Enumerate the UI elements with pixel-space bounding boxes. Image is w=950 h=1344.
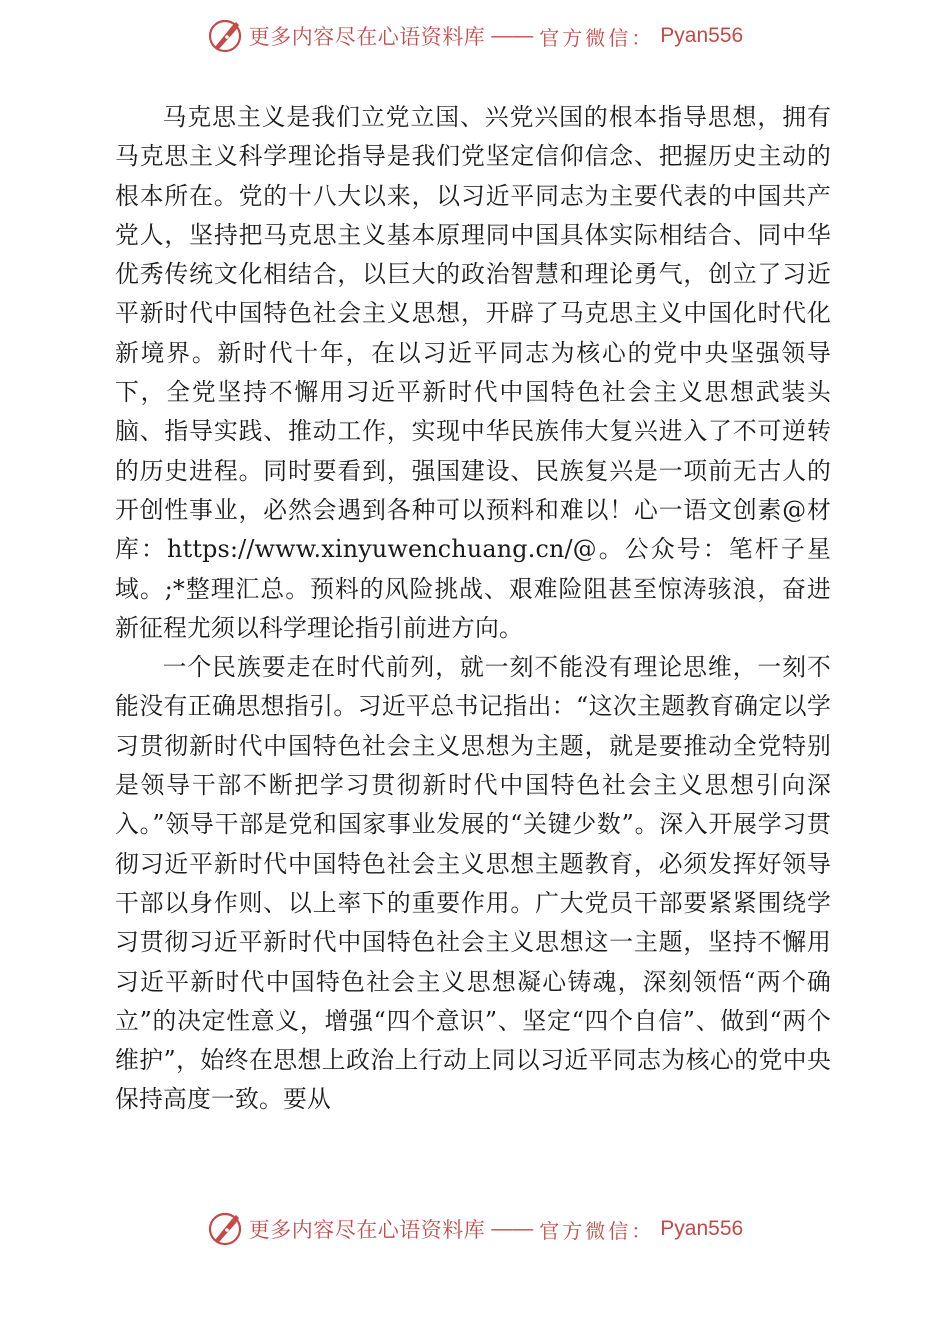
paragraph-2: 一个民族要走在时代前列，就一刻不能没有理论思维，一刻不能没有正确思想指引。习近平总书记指出：“这次主题教育确定以学习贯彻新时代中国特色社会主义思想为主题，就是要推动全党特别是领导干部不断把学习贯彻新时代中国特色社会主义思想引向深入。”领导干部是党和国家事业发展的“关键少数”。深入开展学习贯彻习近平新时代中国特色社会主义思想主题教育，必须发挥好领导干部以身作则、以上率下的重要作用。广大党员干部要紧紧围绕学习贯彻习近平新时代中国特色社会主义思想这一主题，坚持不懈用习近平新时代中国特色社会主义思想凝心铸魂，深刻领悟“两个确立”的决定性意义，增强“四个意识”、坚定“四个自信”、做到“两个维护”，始终在思想上政治上行动上同以习近平同志为核心的党中央保持高度一致。要从 [115, 653, 831, 1114]
banner-separator: —— [491, 24, 534, 47]
paragraph-1 [115, 98, 831, 648]
footer-banner[interactable] [0, 1207, 950, 1251]
paragraph-1-main: 马克思主义是我们立党立国、兴党兴国的根本指导思想，拥有马克思主义科学理论指导是我们党坚定信仰信念、把握历史主动的根本所在。党的十八大以来，以习近平同志为主要代表的中国共产党人，坚持把马克思主义基本原理同中国具体实际相结合、同中华优秀传统文化相结合，以巨大的政治智慧和理论勇气，创立了习近平新时代中国特色社会主义思想，开辟了马克思主义中国化时代化新境界。新时代十年，在以习近平同志为核心的党中央坚强领导下，全党坚持不懈用习近平新时代中国特色社会主义思想武装头脑、指导实践、推动工作，实现中华民族伟大复兴进入了不可逆转的历史进程。同时要看到，强国建设、民族复兴是一项前无古人的开创性事业，必然会遇到各种可以预料和难以！心一语文创素@材库：https://www.xinyuwenchuang.cn/@。公众号：笔杆子星域。;*整理汇总。 [115, 103, 831, 603]
banner-title: 更多内容尽在心语资料库 [248, 25, 486, 49]
banner-wechat-label: 官方微信： [539, 1218, 655, 1243]
banner-wechat-label: 官方微信： [539, 25, 655, 50]
banner-wechat-id: Pyan556 [660, 1217, 744, 1240]
banner-wechat-id: Pyan556 [660, 24, 744, 47]
banner-separator: —— [491, 1217, 534, 1240]
paragraph-1-tail: 预料的风险挑战、艰难险阻甚至惊涛骇浪，奋进新征程尤须以科学理论指引前进方向。 [115, 574, 832, 642]
banner-title: 更多内容尽在心语资料库 [248, 1218, 486, 1242]
article-body [115, 98, 831, 1120]
header-banner[interactable] [0, 14, 950, 58]
pen-nib-logo-icon [207, 1211, 243, 1247]
pen-nib-logo-icon [207, 18, 243, 54]
